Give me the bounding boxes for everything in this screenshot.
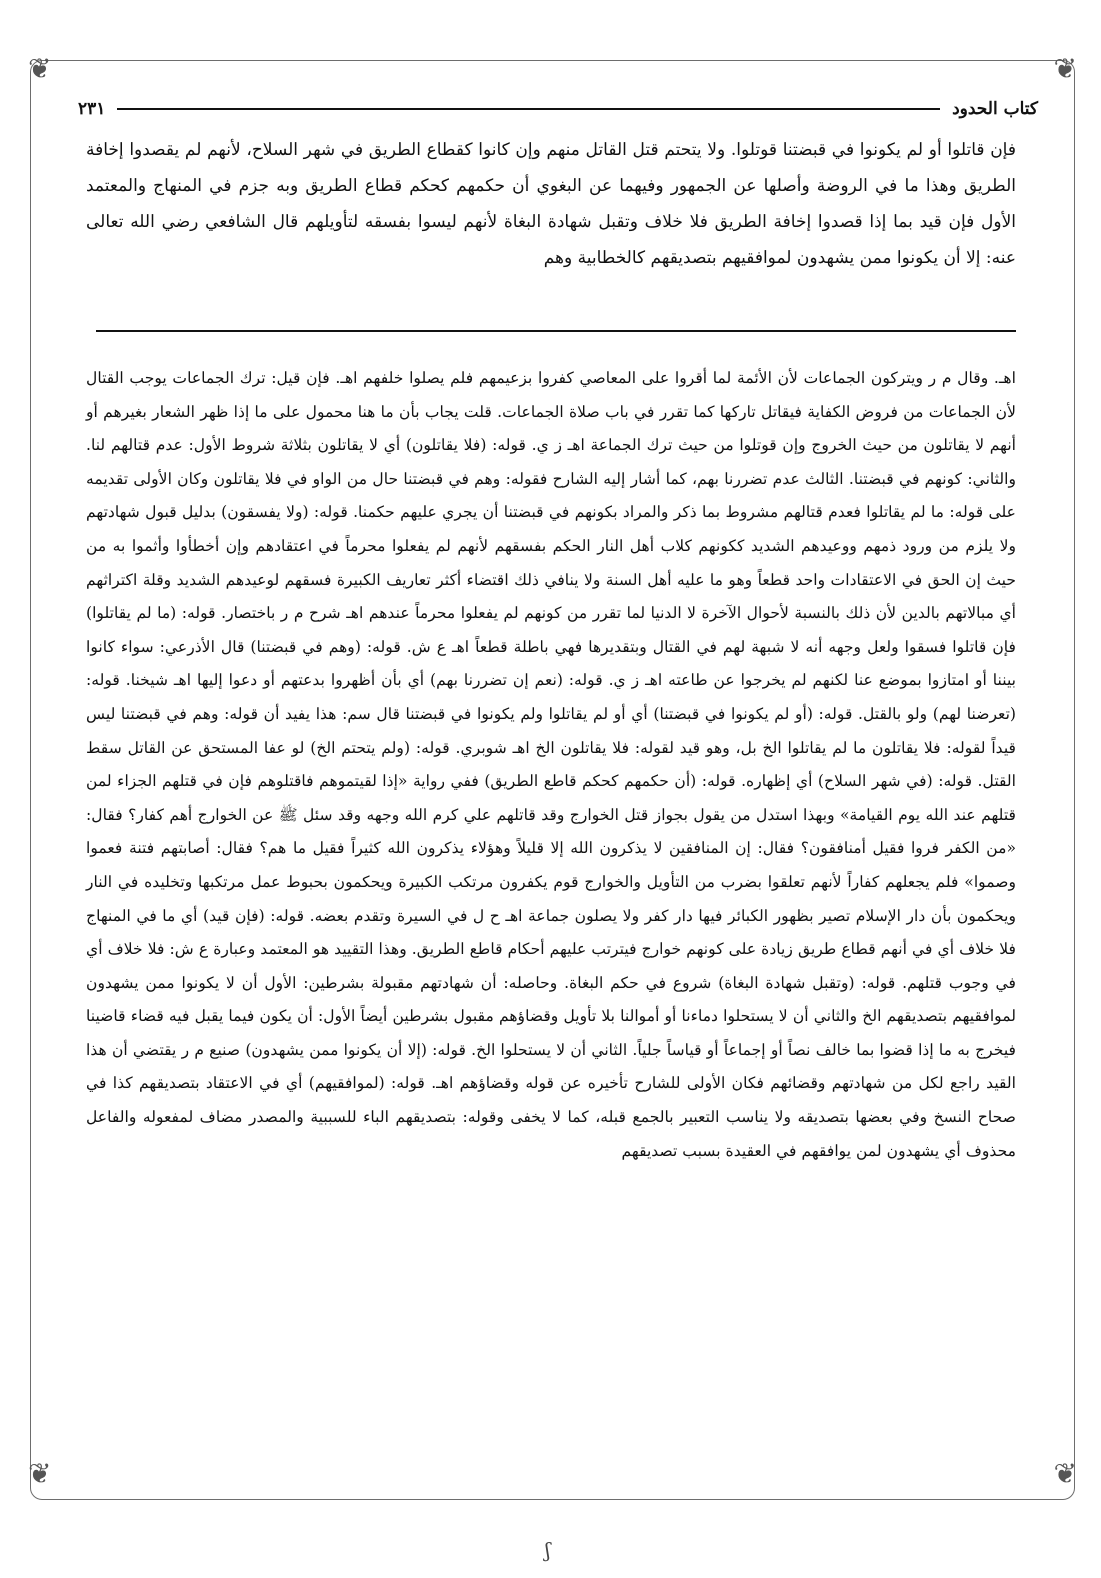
header-rule xyxy=(117,108,940,110)
corner-ornament-icon: ❦ xyxy=(28,52,52,85)
page-number: ٢٣١ xyxy=(78,99,106,119)
corner-ornament-icon: ❦ xyxy=(28,1457,52,1490)
corner-ornament-icon: ❦ xyxy=(1053,1457,1077,1490)
page-header xyxy=(78,94,1038,124)
chapter-title: كتاب الحدود xyxy=(952,99,1038,119)
commentary-block xyxy=(86,362,1016,1168)
bottom-ink-mark: ʃ xyxy=(545,1538,551,1562)
main-paragraph: فإن قاتلوا أو لم يكونوا في قبضتنا قوتلوا. ولا يتحتم قتل القاتل منهم وإن كانوا كقطاع الطريق في شهر السلاح، لأنهم لم يقصدوا إخافة الطريق وهذا ما في الروضة وأصلها عن الجمهور وفيهما عن البغوي أن حكمهم كحكم قطاع الطريق وبه جزم في المنهاج والمعتمد الأول فإن قيد بما إذا قصدوا إخافة الطريق فلا خلاف وتقبل شهادة البغاة لأنهم ليسوا بفسقه لتأويلهم قال الشافعي رضي الله تعالى عنه: إلا أن يكونوا ممن يشهدون لموافقيهم بتصديقهم كالخطابية وهم xyxy=(86,140,1016,268)
main-text-block xyxy=(86,132,1016,276)
corner-ornament-icon: ❦ xyxy=(1053,52,1077,85)
commentary-paragraph: اهـ. وقال م ر ويتركون الجماعات لأن الأئمة لما أقروا على المعاصي كفروا بزعيمهم فلم يصلوا خلفهم اهـ. فإن قيل: ترك الجماعات يوجب القتال لأن الجماعات من فروض الكفاية فيقاتل تاركها كما تقرر في باب صلاة الجماعات. قلت يجاب بأن ما هنا محمول على ما إذا ظهر الشعار بغيرهم أو أنهم لا يقاتلون من حيث الخروج وإن قوتلوا من حيث ترك الجماعة اهـ ز ي. قوله: (فلا يقاتلون) أي لا يقاتلون بثلاثة شروط الأول: عدم قتالهم لنا. والثاني: كونهم في قبضتنا. الثالث عدم تضررنا بهم، كما أشار إليه الشارح فقوله: وهم في قبضتنا حال من الواو في فلا يقاتلون وكان الأولى تقديمه على قوله: ما لم يقاتلوا فعدم قتالهم مشروط بما ذكر والمراد بكونهم في قبضتنا أن يجري عليهم حكمنا. قوله: (ولا يفسقون) بدليل قبول شهادتهم ولا يلزم من ورود ذمهم ووعيدهم الشديد ككونهم كلاب أهل النار الحكم بفسقهم لأنهم لم يفعلوا محرماً في اعتقادهم وإن أخطأوا وأثموا به من حيث إن الحق في الاعتقادات واحد قطعاً وهو ما عليه أهل السنة ولا ينافي ذلك اقتضاء أكثر تعاريف الكبيرة فسقهم لوعيدهم الشديد وقلة اكتراثهم أي مبالاتهم بالدين لأن ذلك بالنسبة لأحوال الآخرة لا الدنيا لما تقرر من كونهم لم يفعلوا محرماً عندهم اهـ شرح م ر باختصار. قوله: (ما لم يقاتلوا) فإن قاتلوا فسقوا ولعل وجهه أنه لا شبهة لهم في القتال وبتقديرها فهي باطلة قطعاً اهـ ع ش. قوله: (وهم في قبضتنا) قال الأذرعي: سواء كانوا بيننا أو امتازوا بموضع عنا لكنهم لم يخرجوا عن طاعته اهـ ز ي. قوله: (نعم إن تضررنا بهم) أي بأن أظهروا بدعتهم أو دعوا إليها اهـ شيخنا. قوله: (تعرضنا لهم) ولو بالقتل. قوله: (أو لم يكونوا في قبضتنا) أي أو لم يقاتلوا ولم يكونوا في قبضتنا قال سم: هذا يفيد أن قوله: وهم في قبضتنا ليس قيداً لقوله: فلا يقاتلون ما لم يقاتلوا الخ بل، وهو قيد لقوله: فلا يقاتلون الخ اهـ شوبري. قوله: (ولم يتحتم الخ) لو عفا المستحق عن القاتل سقط القتل. قوله: (في شهر السلاح) أي إظهاره. قوله: (أن حكمهم كحكم قاطع الطريق) ففي رواية «إذا لقيتموهم فاقتلوهم فإن في قتلهم الجزاء لمن قتلهم عند الله يوم القيامة» وبهذا استدل من يقول بجواز قتل الخوارج وقد قاتلهم علي كرم الله وجهه وقد سئل ﷺ عن الخوارج أهم كفار؟ فقال: «من الكفر فروا فقيل أمنافقون؟ فقال: إن المنافقين لا يذكرون الله إلا قليلاً وهؤلاء يذكرون الله كثيراً فقيل ما هم؟ فقال: أصابتهم فتنة فعموا وصموا» فلم يجعلهم كفاراً لأنهم تعلقوا بضرب من التأويل والخوارج قوم يكفرون مرتكب الكبيرة ويحكمون بحبوط عمل مرتكبها وتخليده في النار ويحكمون بأن دار الإسلام تصير بظهور الكبائر فيها دار كفر ولا يصلون جماعة اهـ ح ل في السيرة وتقدم بعضه. قوله: (فإن قيد) أي ما في المنهاج فلا خلاف أي في أنهم قطاع طريق زيادة على كونهم خوارج فيترتب عليهم أحكام قاطع الطريق. وهذا التقييد هو المعتمد وعبارة ع ش: فلا خلاف أي في وجوب قتلهم. قوله: (وتقبل شهادة البغاة) شروع في حكم البغاة. وحاصله: أن شهادتهم مقبولة بشرطين: الأول أن لا يكونوا ممن يشهدون لموافقيهم بتصديقهم الخ والثاني أن لا يستحلوا دماءنا أو أموالنا بلا تأويل وقضاؤهم مقبول بشرطين أيضاً الأول: أن يكون فيما يقبل فيه قضاء قاضينا فيخرج به ما إذا قضوا بما خالف نصاً أو إجماعاً أو قياساً جلياً. الثاني أن لا يستحلوا الخ. قوله: (إلا أن يكونوا ممن يشهدون) صنيع م ر يقتضي أن هذا القيد راجع لكل من شهادتهم وقضائهم فكان الأولى للشارح تأخيره عن قوله وقضاؤهم اهـ. قوله: (لموافقيهم) أي في الاعتقاد بتصديقهم كذا في صحاح النسخ وفي بعضها بتصديقه ولا يناسب التعبير بالجمع قبله، كما لا يخفى وقوله: بتصديقهم الباء للسببية والمصدر مضاف لمفعوله والفاعل محذوف أي يشهدون لمن يوافقهم في العقيدة بسبب تصديقهم xyxy=(86,369,1016,1160)
section-separator xyxy=(96,330,1016,332)
